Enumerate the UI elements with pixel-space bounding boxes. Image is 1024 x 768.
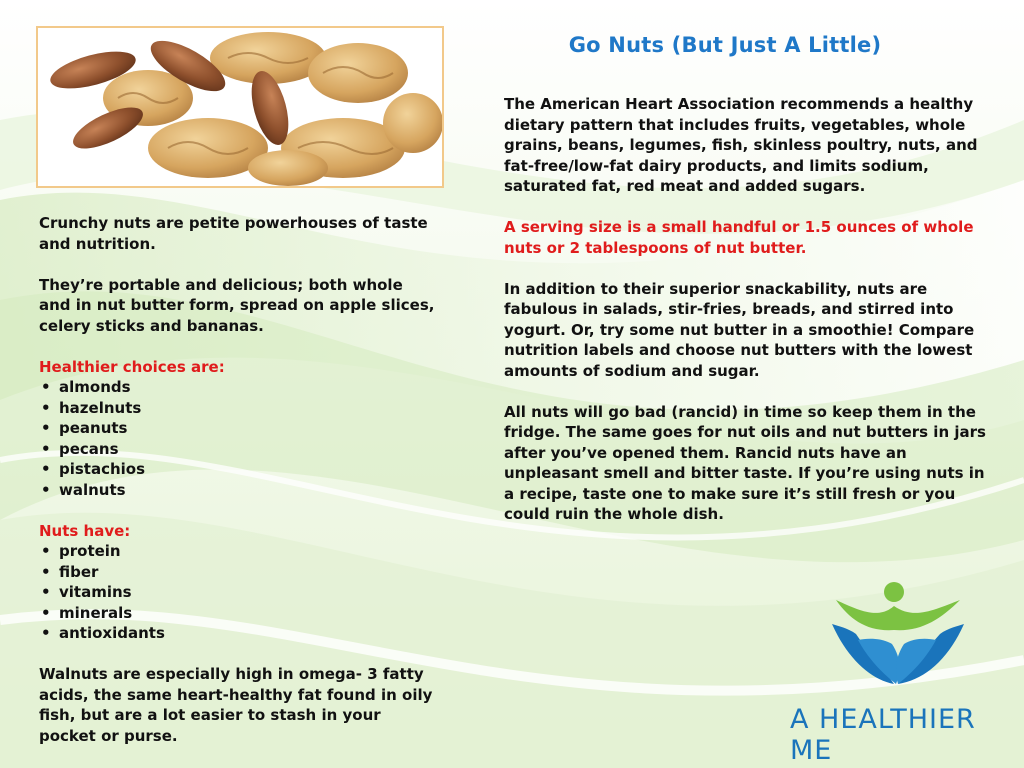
choices-list [39,377,439,500]
list-item: • minerals [39,603,439,624]
nuts-have-heading: Nuts have: [39,521,131,540]
aha-paragraph: The American Heart Association recommends a healthy dietary pattern that includes fruits, vegetables, whole grains, beans, legumes, fish, skinless poultry, nuts, and fat-free/low-fat dairy products, and limits sodium, saturated fat, red meat and added sugars. [504,95,978,195]
choices-heading: Healthier choices are: [39,357,225,376]
list-item: • fiber [39,562,439,583]
rancid-paragraph: All nuts will go bad (rancid) in time so keep them in the fridge. The same goes for nut oils and nut butters in jars after you’ve opened them. Rancid nuts have an unpleasant smell and bitter taste. If you’re using nuts in a recipe, taste one to make sure it’s still fresh or you could ruin the whole dish. [504,402,986,523]
list-item: • walnuts [39,480,439,501]
list-item: • pistachios [39,459,439,480]
a-healthier-me-logo-icon [828,580,968,690]
list-item: • antioxidants [39,623,439,644]
list-item: • almonds [39,377,439,398]
right-column [504,94,994,545]
serving-size-paragraph: A serving size is a small handful or 1.5 ounces of whole nuts or 2 tablespoons of nut butter. [504,218,974,257]
left-column [39,213,439,767]
nuts-illustration [38,28,442,186]
list-item: • hazelnuts [39,398,439,419]
list-item: • vitamins [39,582,439,603]
closing-paragraph: Walnuts are especially high in omega- 3 fatty acids, the same heart-healthy fat found in oily fish, but are a lot easier to stash in your pocket or purse. [39,665,433,745]
nuts-photo [36,26,444,188]
nuts-have-list [39,541,439,644]
snackability-paragraph: In addition to their superior snackability, nuts are fabulous in salads, stir-fries, breads, and stirred into yogurt. Or, try some nut butter in a smoothie! Compare nutrition labels and choose nut butters with the lowest amounts of sodium and sugar. [504,279,975,380]
intro-paragraph-2: They’re portable and delicious; both whole and in nut butter form, spread on apple slices, celery sticks and bananas. [39,275,435,335]
page-title: Go Nuts (But Just A Little) [568,33,882,57]
list-item: • protein [39,541,439,562]
list-item: • pecans [39,439,439,460]
intro-paragraph-1: Crunchy nuts are petite powerhouses of taste and nutrition. [39,214,428,253]
list-item: • peanuts [39,418,439,439]
brand-wordmark: A HEALTHIER ME [790,704,976,766]
